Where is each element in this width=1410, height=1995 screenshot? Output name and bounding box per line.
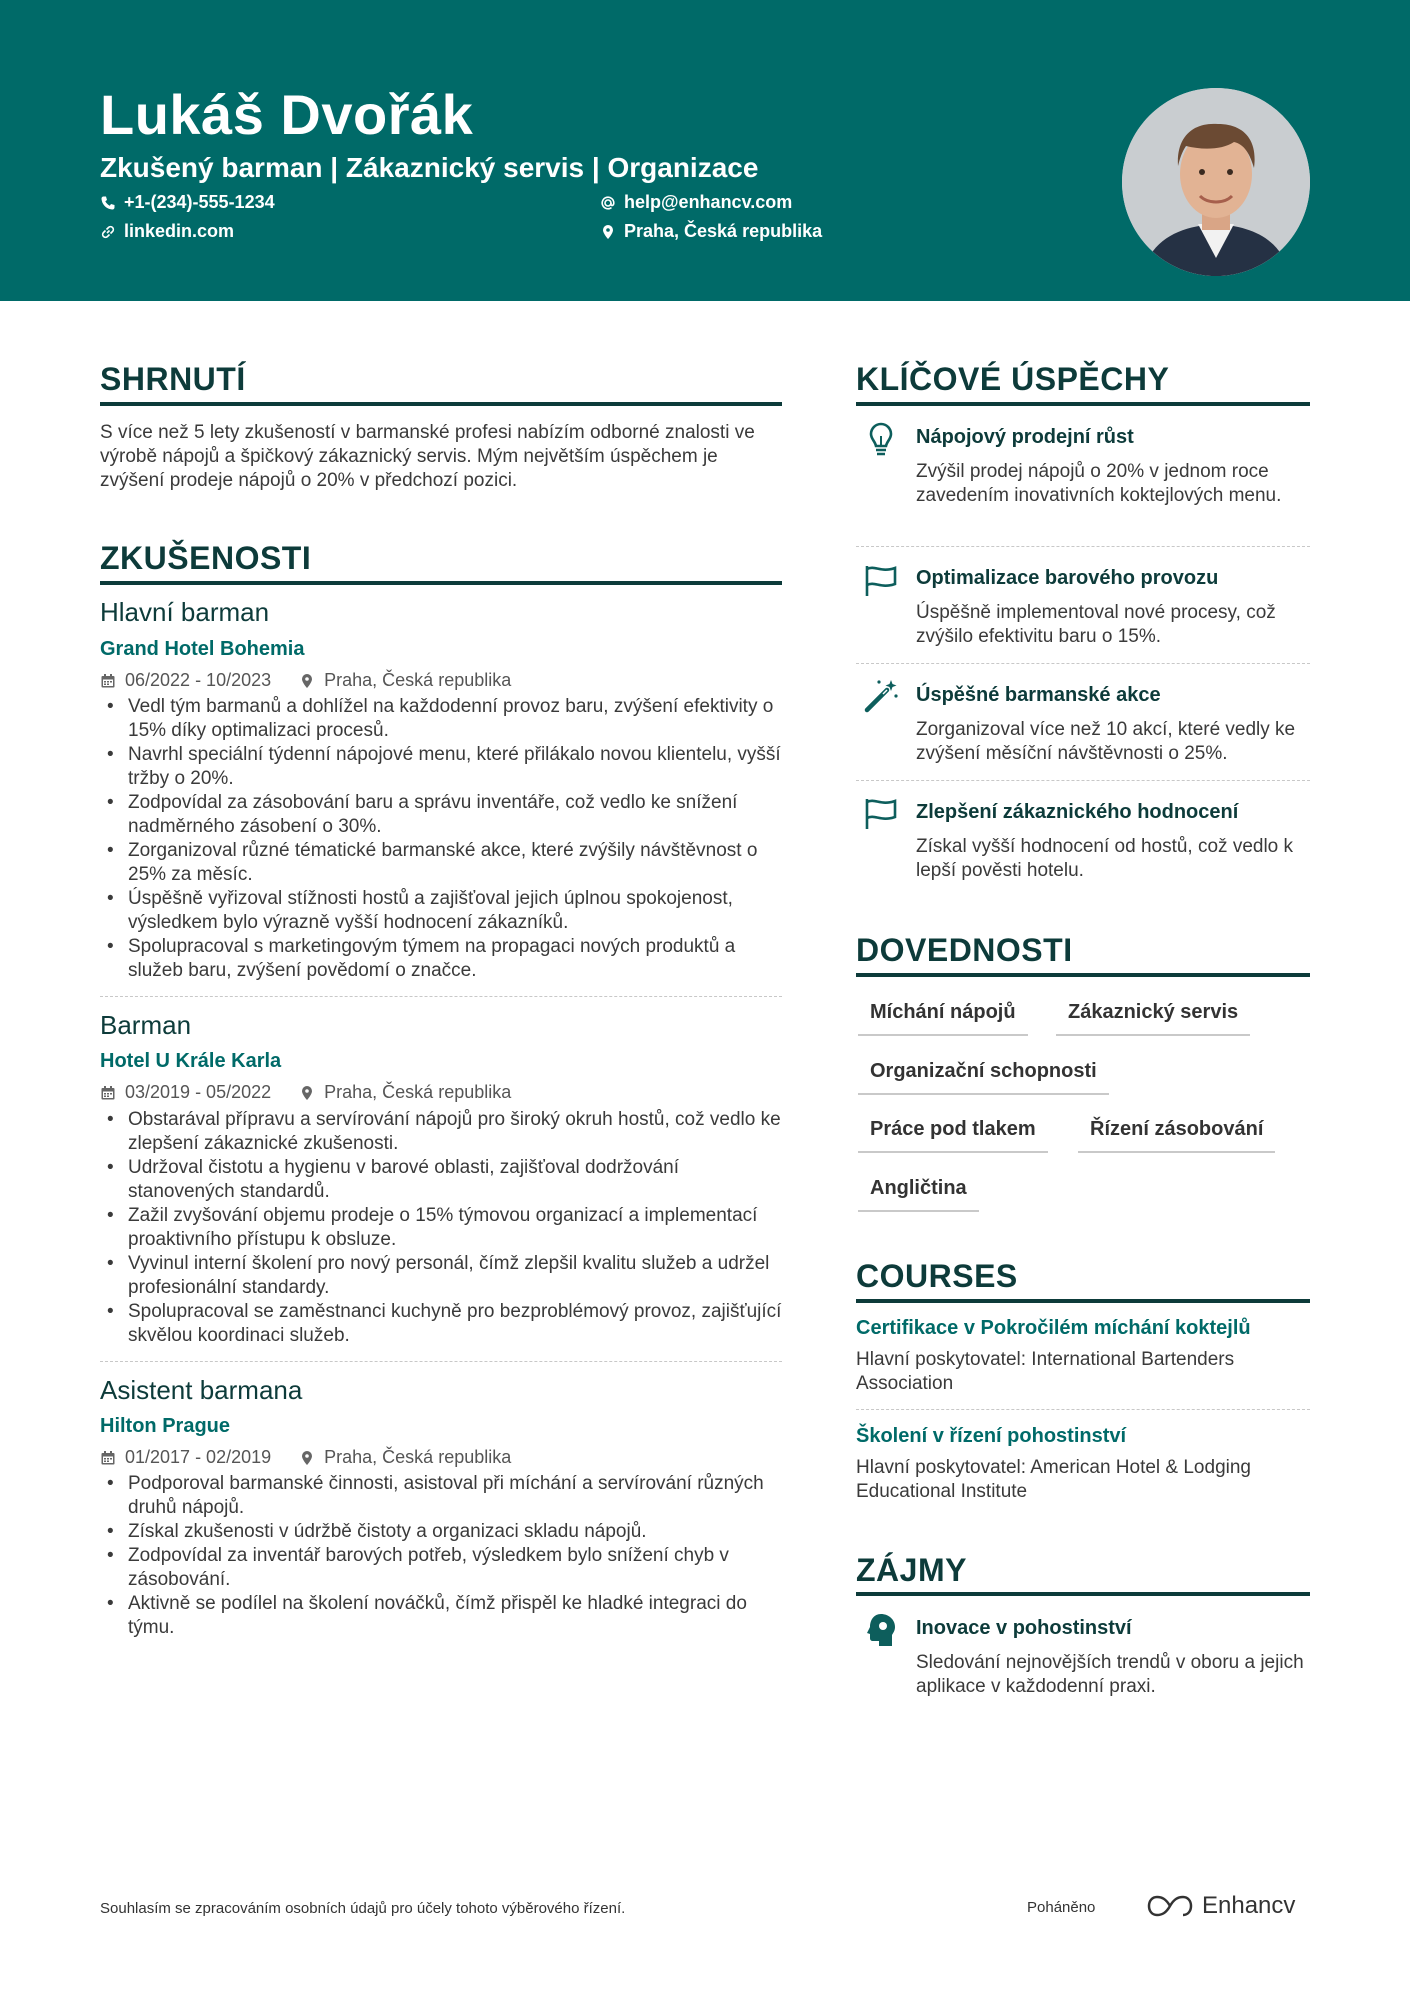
location-pin-icon: [600, 224, 616, 240]
lightbulb-icon: [861, 419, 901, 459]
list-item: • Úspěšně vyřizoval stížnosti hostů a zajišťoval jejich úplnou spokojenost, výsledkem bylo výrazně vyšší hodnocení zákazníků.: [100, 887, 790, 935]
enhancv-logo-icon: [1146, 1893, 1194, 1919]
dashed-divider: [856, 663, 1310, 664]
section-divider: [856, 1299, 1310, 1303]
company-name: Hilton Prague: [100, 1415, 231, 1437]
job-meta: [100, 1082, 511, 1103]
phone-text: +1-(234)-555-1234: [124, 192, 275, 212]
section-title-experience: ZKUŠENOSTI: [100, 540, 312, 576]
calendar-icon: [100, 1450, 116, 1466]
at-icon: [600, 195, 616, 211]
phone-icon: [100, 195, 116, 211]
list-item: • Spolupracoval s marketingovým týmem na propagaci nových produktů a služeb baru, zvýšení povědomí o značce.: [100, 935, 790, 983]
location-pin-icon: [299, 1085, 315, 1101]
flag-icon: [861, 560, 901, 600]
headline: Zkušený barman | Zákaznický servis | Organizace: [100, 152, 759, 183]
list-item: • Vedl tým barmanů a dohlížel na každodenní provoz baru, zvýšení efektivity o 15% díky optimalizaci procesů.: [100, 695, 790, 743]
location-pin-icon: [299, 673, 315, 689]
list-item: • Zorganizoval různé tématické barmanské akce, které zvýšily návštěvnost o 25% za měsíc.: [100, 839, 790, 887]
list-item: • Udržoval čistotu a hygienu v barové oblasti, zajišťoval dodržování stanovených standardů.: [100, 1156, 790, 1204]
brand-name: Enhancv: [1202, 1892, 1296, 1919]
location-text: Praha, Česká republika: [624, 221, 823, 241]
course-title: Certifikace v Pokročilém míchání koktejlů: [856, 1317, 1251, 1339]
section-title-courses: COURSES: [856, 1258, 1018, 1294]
list-item: • Vyvinul interní školení pro nový personál, čímž zlepšil kvalitu služeb a udržel profesionální standardy.: [100, 1252, 790, 1300]
achievement-title: Zlepšení zákaznického hodnocení: [916, 801, 1239, 823]
job-bullets: [100, 1472, 790, 1640]
course-desc: Hlavní poskytovatel: International Bartenders Association: [856, 1349, 1235, 1394]
list-item: • Spolupracoval se zaměstnanci kuchyně pro bezproblémový provoz, zajišťující skvělou koordinaci služeb.: [100, 1300, 790, 1348]
dashed-divider: [856, 546, 1310, 547]
job-title: Hlavní barman: [100, 597, 270, 627]
section-title-achievements: KLÍČOVÉ ÚSPĚCHY: [856, 361, 1170, 397]
header-banner: [0, 0, 1410, 301]
job-bullets: [100, 1108, 790, 1348]
job-meta: [100, 670, 511, 691]
course-desc: Hlavní poskytovatel: American Hotel & Lodging Educational Institute: [856, 1457, 1251, 1502]
calendar-icon: [100, 673, 116, 689]
phone[interactable]: [100, 192, 275, 213]
location: [600, 221, 822, 242]
company-name: Hotel U Krále Karla: [100, 1050, 282, 1072]
linkedin-text: linkedin.com: [124, 221, 235, 241]
course-title: Školení v řízení pohostinství: [856, 1425, 1127, 1447]
job-title: Barman: [100, 1010, 192, 1040]
email-text: help@enhancv.com: [624, 192, 793, 212]
linkedin[interactable]: [100, 221, 234, 242]
dashed-divider: [100, 1361, 782, 1362]
section-divider: [100, 581, 782, 585]
head-icon: [861, 1610, 901, 1650]
section-title-interests: ZÁJMY: [856, 1552, 967, 1588]
job-dates: 03/2019 - 05/2022: [125, 1082, 272, 1102]
list-item: • Navrhl speciální týdenní nápojové menu, které přilákalo novou klientelu, vyšší tržby o 20%.: [100, 743, 790, 791]
job-location: Praha, Česká republika: [324, 1447, 512, 1467]
link-icon: [100, 224, 116, 240]
skill-tag: Organizační schopnosti: [858, 1060, 1109, 1095]
dashed-divider: [856, 1409, 1310, 1410]
job-bullets: [100, 695, 790, 983]
skill-tag: Angličtina: [858, 1177, 979, 1212]
skill-tag: Míchání nápojů: [858, 1001, 1028, 1036]
flag-icon: [861, 793, 901, 833]
achievement-desc: Získal vyšší hodnocení od hostů, což vedlo k lepší pověsti hotelu.: [916, 836, 1294, 881]
skill-tag: Zákaznický servis: [1056, 1001, 1250, 1036]
section-divider: [100, 402, 782, 406]
email[interactable]: [600, 192, 792, 213]
powered-by-label: Poháněno: [1027, 1899, 1096, 1916]
job-title: Asistent barmana: [100, 1375, 303, 1405]
consent-note: Souhlasím se zpracováním osobních údajů pro účely tohoto výběrového řízení.: [100, 1900, 626, 1917]
job-dates: 06/2022 - 10/2023: [125, 670, 272, 690]
magic-wand-icon: [861, 676, 901, 716]
job-location: Praha, Česká republika: [324, 670, 512, 690]
summary-text: S více než 5 lety zkušeností v barmanské profesi nabízím odborné znalosti ve výrobě nápojů a špičkový zákaznický servis. Mým největším úspěchem je zvýšení prodeje nápojů o 20% v předchozí pozici.: [100, 422, 755, 491]
dashed-divider: [856, 780, 1310, 781]
job-dates: 01/2017 - 02/2019: [125, 1447, 272, 1467]
achievement-desc: Zvýšil prodej nápojů o 20% v jednom roce zavedením inovativních koktejlových menu.: [916, 461, 1282, 506]
location-pin-icon: [299, 1450, 315, 1466]
calendar-icon: [100, 1085, 116, 1101]
profile-photo: [1122, 88, 1310, 276]
candidate-name: Lukáš Dvořák: [100, 83, 474, 146]
skill-tag: Řízení zásobování: [1078, 1118, 1275, 1153]
list-item: • Podporoval barmanské činnosti, asistoval při míchání a servírování různých druhů nápojů.: [100, 1472, 790, 1520]
list-item: • Aktivně se podílel na školení nováčků, čímž přispěl ke hladké integraci do týmu.: [100, 1592, 790, 1640]
achievement-desc: Zorganizoval více než 10 akcí, které vedly ke zvýšení měsíční návštěvnosti o 25%.: [916, 719, 1296, 764]
job-location: Praha, Česká republika: [324, 1082, 512, 1102]
section-divider: [856, 402, 1310, 406]
section-title-summary: SHRNUTÍ: [100, 361, 246, 397]
achievement-title: Nápojový prodejní růst: [916, 426, 1134, 448]
list-item: • Zodpovídal za inventář barových potřeb, výsledkem bylo snížení chyb v zásobování.: [100, 1544, 790, 1592]
section-divider: [856, 973, 1310, 977]
section-title-skills: DOVEDNOSTI: [856, 932, 1073, 968]
dashed-divider: [100, 996, 782, 997]
list-item: • Zažil zvyšování objemu prodeje o 15% týmovou organizací a implementací proaktivního přístupu k obsluze.: [100, 1204, 790, 1252]
list-item: • Zodpovídal za zásobování baru a správu inventáře, což vedlo ke snížení nadměrného zásobení o 30%.: [100, 791, 790, 839]
achievement-title: Úspěšné barmanské akce: [916, 684, 1161, 706]
list-item: • Obstarával přípravu a servírování nápojů pro široký okruh hostů, což vedlo ke zlepšení zákaznické zkušenosti.: [100, 1108, 790, 1156]
achievement-title: Optimalizace barového provozu: [916, 567, 1219, 589]
company-name: Grand Hotel Bohemia: [100, 638, 305, 660]
brand-logo[interactable]: [1146, 1892, 1295, 1920]
list-item: • Získal zkušenosti v údržbě čistoty a organizaci skladu nápojů.: [100, 1520, 790, 1544]
interest-title: Inovace v pohostinství: [916, 1617, 1132, 1639]
skill-tag: Práce pod tlakem: [858, 1118, 1048, 1153]
achievement-desc: Úspěšně implementoval nové procesy, což zvýšilo efektivitu baru o 15%.: [916, 602, 1276, 647]
interest-desc: Sledování nejnovějších trendů v oboru a jejich aplikace v každodenní praxi.: [916, 1652, 1304, 1697]
section-divider: [856, 1592, 1310, 1596]
job-meta: [100, 1447, 511, 1468]
